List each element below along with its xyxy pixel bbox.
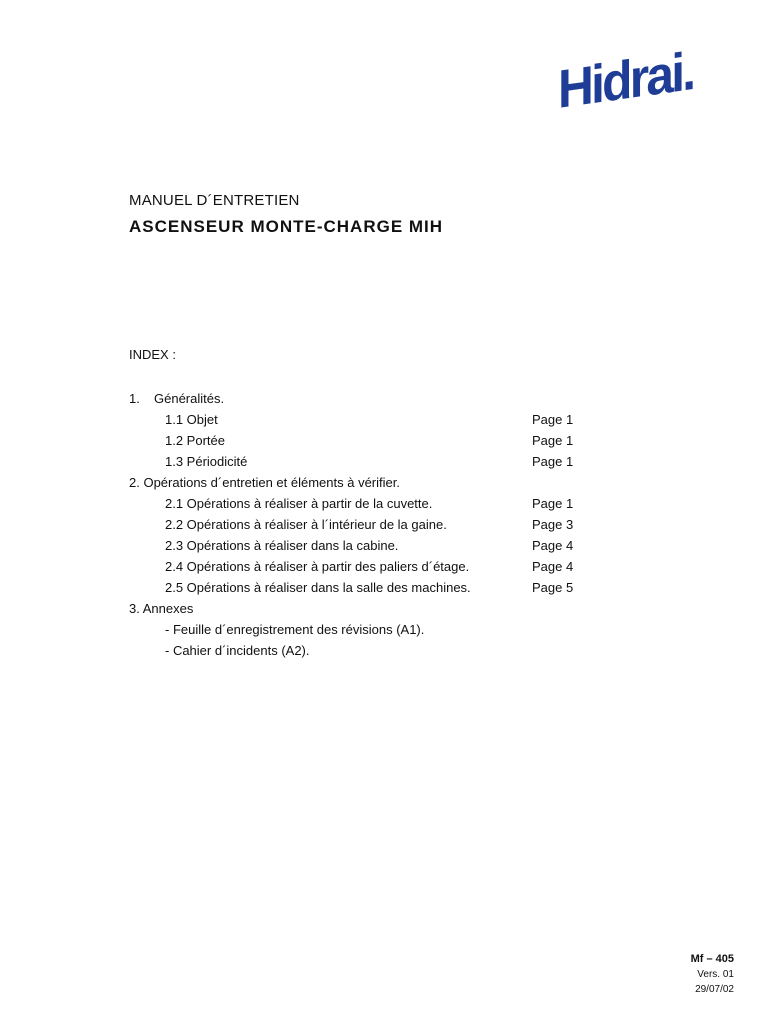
toc-section-2 xyxy=(129,472,599,493)
toc-annex-a2 xyxy=(129,640,599,661)
document-code: Mf – 405 xyxy=(690,953,734,965)
toc-item-label: 2.5 Opérations à réaliser dans la salle des machines. xyxy=(165,580,471,595)
toc-item-label: 1.3 Périodicité xyxy=(165,454,248,469)
toc-page-number: Page 4 xyxy=(532,538,574,553)
toc-item-2-2 xyxy=(129,514,599,535)
toc-item-label: - Cahier d´incidents (A2). xyxy=(165,643,310,658)
toc-item-label: 1.2 Portée xyxy=(165,433,225,448)
toc-item-label: 2.3 Opérations à réaliser dans la cabine. xyxy=(165,538,399,553)
document-subtitle: MANUEL D´ENTRETIEN xyxy=(129,192,300,209)
toc-item-label: 1.1 Objet xyxy=(165,412,218,427)
toc-page-number: Page 3 xyxy=(532,517,574,532)
document-date: 29/07/02 xyxy=(695,984,734,995)
toc-item-2-3 xyxy=(129,535,599,556)
index-heading: INDEX : xyxy=(129,347,176,362)
toc-page-number: Page 4 xyxy=(532,559,574,574)
hidral-logo xyxy=(558,40,714,122)
toc-page-number: Page 1 xyxy=(532,412,574,427)
toc-page-number: Page 1 xyxy=(532,496,574,511)
toc-section-1-number: 1. xyxy=(129,391,140,406)
document-title: ASCENSEUR MONTE-CHARGE MIH xyxy=(129,217,444,236)
toc-item-2-5 xyxy=(129,577,599,598)
toc-item-1-3 xyxy=(129,451,599,472)
toc-item-label: 2.4 Opérations à réaliser à partir des paliers d´étage. xyxy=(165,559,470,574)
toc-item-1-1 xyxy=(129,409,599,430)
document-footer xyxy=(691,951,734,997)
toc-page-number: Page 1 xyxy=(532,454,574,469)
toc-item-label: - Feuille d´enregistrement des révisions (A1). xyxy=(165,622,425,637)
toc-page-number: Page 1 xyxy=(532,433,574,448)
logo-wordmark: Hidrai. xyxy=(558,40,694,120)
toc-item-2-1 xyxy=(129,493,599,514)
toc-section-1 xyxy=(129,388,599,409)
document-version: Vers. 01 xyxy=(697,969,734,980)
toc-page-number: Page 5 xyxy=(532,580,574,595)
toc-item-2-4 xyxy=(129,556,599,577)
toc-item-label: 2.1 Opérations à réaliser à partir de la cuvette. xyxy=(165,496,433,511)
toc-item-1-2 xyxy=(129,430,599,451)
toc-section-1-label: Généralités. xyxy=(154,391,225,406)
toc-section-3-label: 3. Annexes xyxy=(129,601,194,616)
toc-section-3 xyxy=(129,598,599,619)
toc-section-2-label: 2. Opérations d´entretien et éléments à vérifier. xyxy=(129,475,400,490)
table-of-contents xyxy=(129,388,599,661)
toc-annex-a1 xyxy=(129,619,599,640)
toc-item-label: 2.2 Opérations à réaliser à l´intérieur de la gaine. xyxy=(165,517,447,532)
